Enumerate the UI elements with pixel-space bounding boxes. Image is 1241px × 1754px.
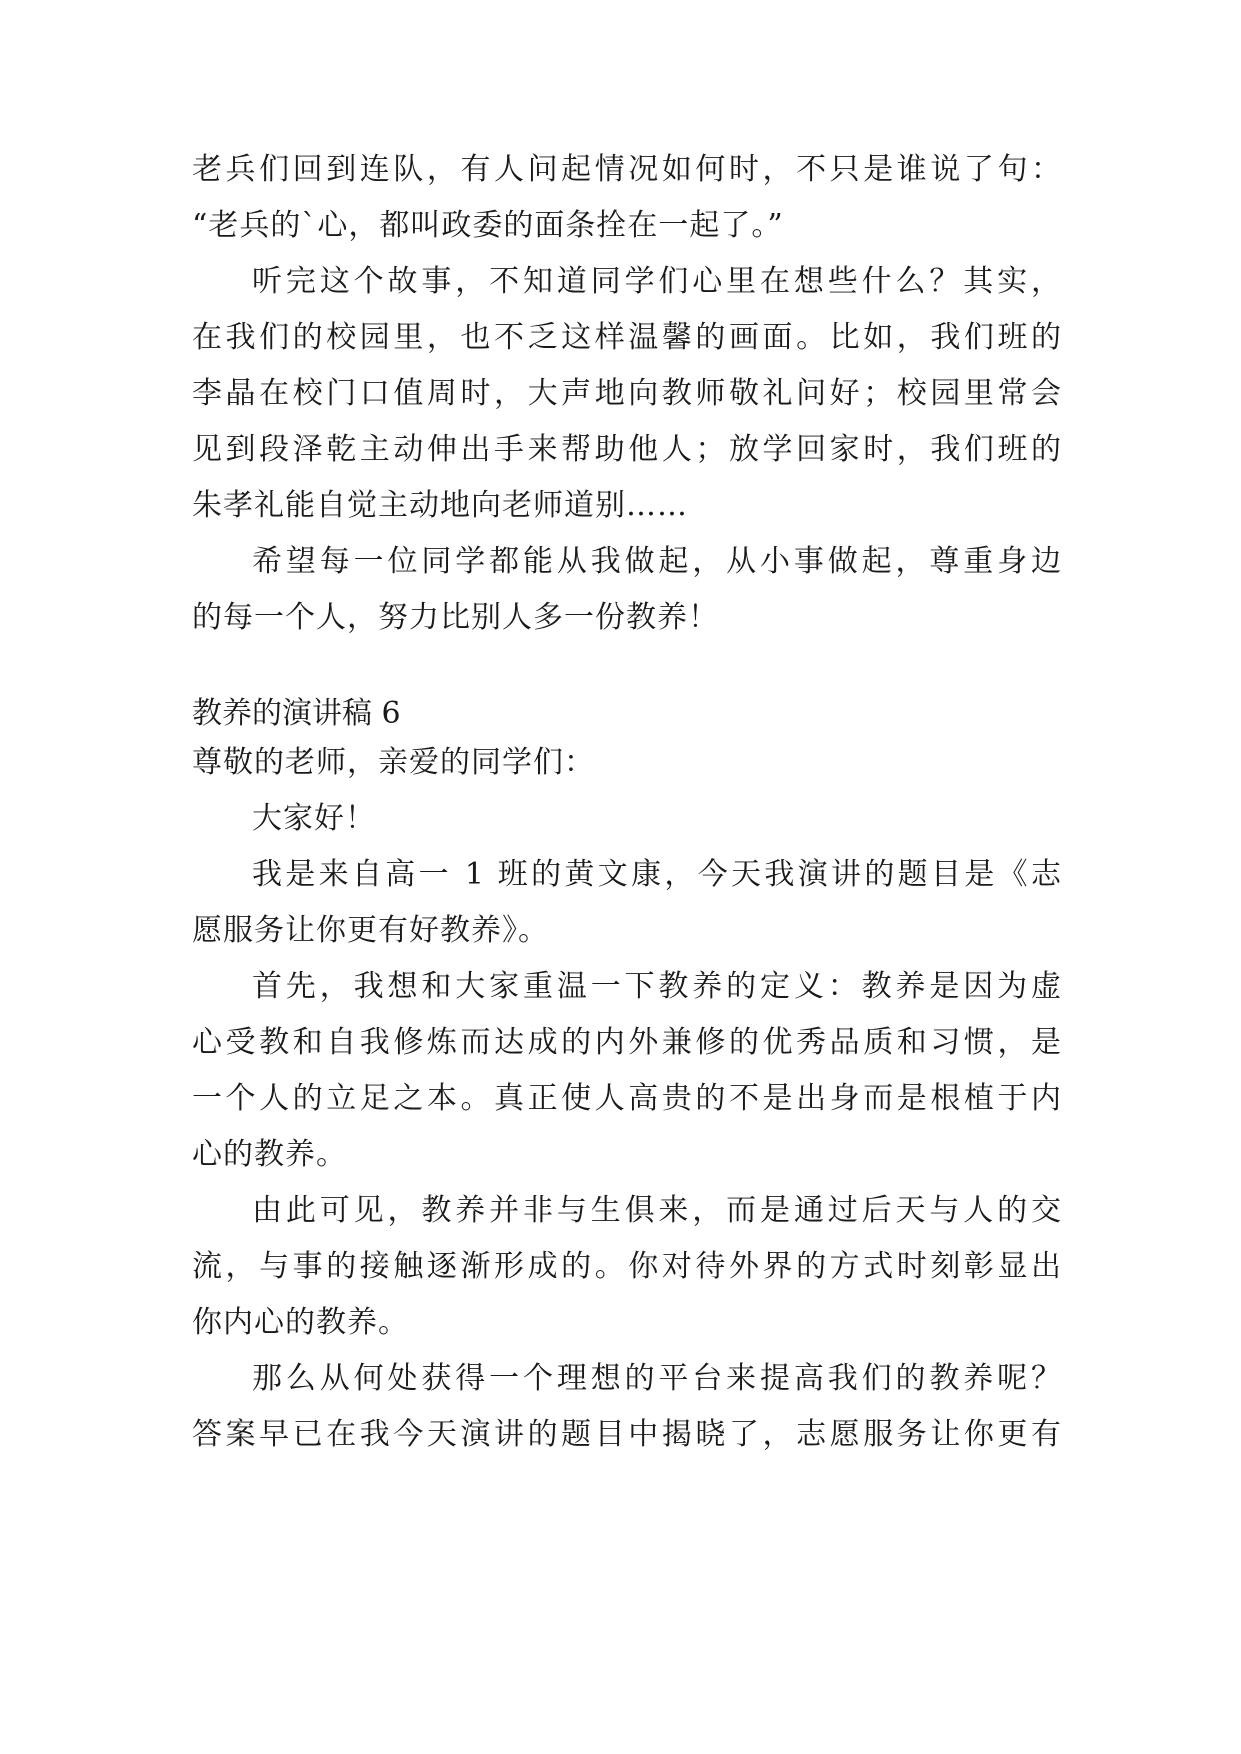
text-line: 老兵们回到连队，有人问起情况如何时，不只是谁说了句： [192, 152, 1062, 187]
text-line: 愿服务让你更有好教养》。 [192, 913, 549, 948]
section-title: 教养的演讲稿 6 [192, 696, 401, 731]
paragraph-first-line: 那么从何处获得一个理想的平台来提高我们的教养呢？ [252, 1361, 1062, 1396]
text-line: 见到段泽乾主动伸出手来帮助他人；放学回家时，我们班的 [192, 432, 1062, 467]
text-line: 你内心的教养。 [192, 1305, 409, 1340]
paragraph-first-line: 希望每一位同学都能从我做起，从小事做起，尊重身边 [252, 544, 1062, 579]
paragraph-first-line: 首先，我想和大家重温一下教养的定义：教养是因为虚 [252, 969, 1062, 1004]
paragraph-first-line: 听完这个故事，不知道同学们心里在想些什么？其实， [252, 264, 1062, 299]
text-line: 李晶在校门口值周时，大声地向教师敬礼问好；校园里常会 [192, 376, 1062, 411]
paragraph-first-line: 我是来自高一 1 班的黄文康，今天我演讲的题目是《志 [252, 857, 1062, 892]
text-line: 的每一个人，努力比别人多一份教养！ [192, 600, 719, 635]
text-line: 心的教养。 [192, 1137, 347, 1172]
text-line: 一个人的立足之本。真正使人高贵的不是出身而是根植于内 [192, 1081, 1062, 1116]
text-line: 在我们的校园里，也不乏这样温馨的画面。比如，我们班的 [192, 320, 1062, 355]
paragraph-first-line: 由此可见，教养并非与生俱来，而是通过后天与人的交 [252, 1193, 1062, 1228]
text-line: “老兵的`心，都叫政委的面条拴在一起了。” [192, 208, 784, 243]
text-line: 流，与事的接触逐渐形成的。你对待外界的方式时刻彰显出 [192, 1249, 1062, 1284]
text-line: 朱孝礼能自觉主动地向老师道别…… [192, 488, 688, 523]
greeting: 大家好！ [252, 801, 376, 836]
text-line: 答案早已在我今天演讲的题目中揭晓了，志愿服务让你更有 [192, 1417, 1062, 1452]
text-line: 心受教和自我修炼而达成的内外兼修的优秀品质和习惯，是 [192, 1025, 1062, 1060]
salutation: 尊敬的老师，亲爱的同学们： [192, 745, 595, 780]
